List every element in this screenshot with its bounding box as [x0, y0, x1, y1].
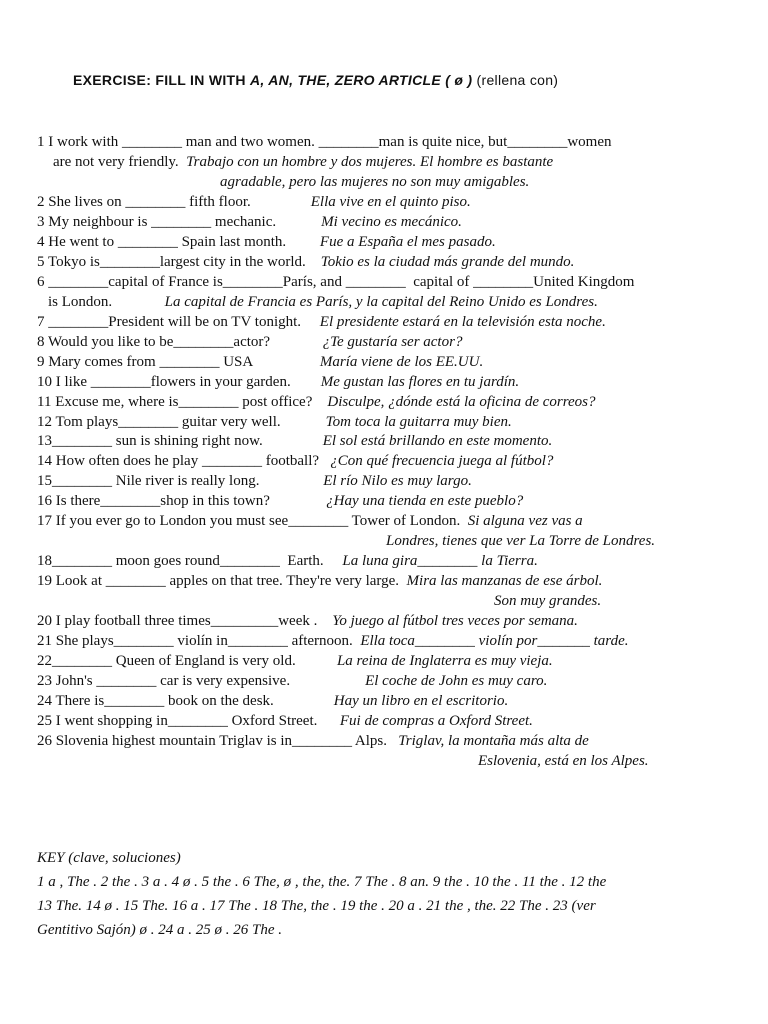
spanish-translation: Fui de compras a Oxford Street. [339, 713, 533, 729]
exercise-sentence: 3 My neighbour is ________ mechanic. [37, 214, 322, 230]
exercise-sentence: 7 ________President will be on TV tonight. [37, 314, 320, 330]
key-answer-line: 13 The. 14 ø . 15 The. 16 a . 17 The . 18 The, the . 19 the . 20 a . 21 the , the. 22 The . 23 (ver [37, 898, 596, 914]
spanish-translation: El río Nilo es muy largo. [323, 473, 472, 489]
spanish-translation: Tom toca la guitarra muy bien. [325, 414, 512, 430]
exercise-line [386, 531, 655, 551]
spanish-translation: La reina de Inglaterra es muy vieja. [336, 653, 553, 669]
exercise-sentence: 10 I like ________flowers in your garden. [37, 374, 321, 390]
exercise-sentence: 20 I play football three times_________week . [37, 613, 333, 629]
spanish-translation: Ella toca________ violín por_______ tarde. [360, 633, 629, 649]
spanish-translation: La capital de Francia es París, y la capital del Reino Unido es Londres. [164, 294, 598, 310]
exercise-line [37, 212, 462, 232]
spanish-translation: agradable, pero las mujeres no son muy amigables. [220, 174, 530, 190]
exercise-sentence: 6 ________capital of France is________París, and ________ capital of ________United Kingdom [37, 274, 635, 290]
exercise-sentence: 17 If you ever go to London you must see________ Tower of London. [37, 513, 468, 529]
exercise-line [220, 172, 529, 192]
exercise-line [53, 152, 553, 172]
exercise-title-articles: A, AN, THE, ZERO ARTICLE ( ø ) [249, 72, 473, 88]
spanish-translation: Eslovenia, está en los Alpes. [478, 753, 649, 769]
spanish-translation: Hay un libro en el escritorio. [333, 693, 509, 709]
exercise-sentence: 5 Tokyo is________largest city in the world. [37, 254, 321, 270]
exercise-sentence: 12 Tom plays________ guitar very well. [37, 414, 326, 430]
exercise-line [37, 631, 629, 651]
spanish-translation: Mi vecino es mecánico. [321, 214, 462, 230]
exercise-line [37, 252, 574, 272]
exercise-sentence: 1 I work with ________ man and two women. ________man is quite nice, but________women [37, 134, 612, 150]
exercise-sentence: 4 He went to ________ Spain last month. [37, 234, 320, 250]
exercise-title-prefix: EXERCISE: FILL IN WITH [73, 72, 250, 88]
exercise-line [37, 332, 462, 352]
exercise-sentence: 26 Slovenia highest mountain Triglav is in________ Alps. [37, 733, 399, 749]
spanish-translation: Trabajo con un hombre y dos mujeres. El hombre es bastante [186, 154, 554, 170]
exercise-sentence: 18________ moon goes round________ Earth. [37, 553, 343, 569]
exercise-sentence: 8 Would you like to be________actor? [37, 334, 323, 350]
exercise-sentence: 25 I went shopping in________ Oxford Street. [37, 713, 340, 729]
exercise-line [37, 272, 634, 292]
spanish-translation: Me gustan las flores en tu jardín. [320, 374, 520, 390]
exercise-line [37, 372, 519, 392]
exercise-sentence: 23 John's ________ car is very expensive. [37, 673, 366, 689]
spanish-translation: El presidente estará en la televisión esta noche. [319, 314, 606, 330]
exercise-line [37, 412, 512, 432]
exercise-sentence: is London. [48, 294, 165, 310]
exercise-line [37, 731, 589, 751]
exercise-sentence: 2 She lives on ________ fifth floor. [37, 194, 311, 210]
spanish-translation: La luna gira________ la Tierra. [342, 553, 538, 569]
spanish-translation: El sol está brillando en este momento. [322, 433, 553, 449]
spanish-translation: Fue a España el mes pasado. [319, 234, 496, 250]
exercise-sentence: 14 How often does he play ________ football? [37, 453, 331, 469]
exercise-line [37, 691, 508, 711]
spanish-translation: El coche de John es muy caro. [365, 673, 548, 689]
spanish-translation: Disculpe, ¿dónde está la oficina de correos? [327, 394, 596, 410]
spanish-translation: Ella vive en el quinto piso. [310, 194, 471, 210]
spanish-translation: Son muy grandes. [494, 593, 602, 609]
spanish-translation: Yo juego al fútbol tres veces por semana. [332, 613, 578, 629]
spanish-translation: María viene de los EE.UU. [319, 354, 484, 370]
exercise-line [494, 591, 601, 611]
exercise-title [73, 72, 558, 88]
exercise-line [478, 751, 649, 771]
exercise-sentence: 22________ Queen of England is very old. [37, 653, 337, 669]
exercise-line [37, 132, 612, 152]
exercise-line [37, 232, 496, 252]
exercise-line [37, 352, 483, 372]
exercise-line [37, 651, 553, 671]
exercise-line [37, 431, 552, 451]
exercise-line [37, 551, 538, 571]
exercise-sentence: 16 Is there________shop in this town? [37, 493, 327, 509]
key-answer-line: 1 a , The . 2 the . 3 a . 4 ø . 5 the . 6 The, ø , the, the. 7 The . 8 an. 9 the . 10 the . 11 the . 12 the [37, 874, 607, 890]
key-answer-line: Gentitivo Sajón) ø . 24 a . 25 ø . 26 The . [37, 922, 282, 938]
spanish-translation: ¿Hay una tienda en este pueblo? [326, 493, 524, 509]
exercise-line [48, 292, 598, 312]
exercise-line [37, 671, 547, 691]
exercise-sentence: 9 Mary comes from ________ USA [37, 354, 320, 370]
spanish-translation: Triglav, la montaña más alta de [398, 733, 589, 749]
exercise-sentence: 24 There is________ book on the desk. [37, 693, 334, 709]
spanish-translation: ¿Te gustaría ser actor? [322, 334, 463, 350]
spanish-translation: Londres, tienes que ver La Torre de Londres. [386, 533, 656, 549]
exercise-line [37, 511, 583, 531]
exercise-sentence: 13________ sun is shining right now. [37, 433, 323, 449]
exercise-sentence: 11 Excuse me, where is________ post office? [37, 394, 328, 410]
exercise-line [37, 312, 606, 332]
exercise-sentence: 19 Look at ________ apples on that tree. They're very large. [37, 573, 407, 589]
exercise-line [37, 471, 472, 491]
spanish-translation: Tokio es la ciudad más grande del mundo. [320, 254, 575, 270]
spanish-translation: ¿Con qué frecuencia juega al fútbol? [330, 453, 554, 469]
exercise-sentence: are not very friendly. [53, 154, 187, 170]
exercise-title-suffix: (rellena con) [472, 72, 559, 88]
exercise-sentence: 15________ Nile river is really long. [37, 473, 324, 489]
spanish-translation: Mira las manzanas de ese árbol. [406, 573, 603, 589]
key-heading: KEY (clave, soluciones) [37, 850, 181, 866]
exercise-line [37, 392, 596, 412]
exercise-line [37, 491, 523, 511]
exercise-line [37, 192, 471, 212]
exercise-line [37, 611, 578, 631]
exercise-line [37, 451, 553, 471]
exercise-sentence: 21 She plays________ violín in________ afternoon. [37, 633, 361, 649]
exercise-line [37, 571, 602, 591]
exercise-line [37, 711, 533, 731]
spanish-translation: Si alguna vez vas a [467, 513, 583, 529]
